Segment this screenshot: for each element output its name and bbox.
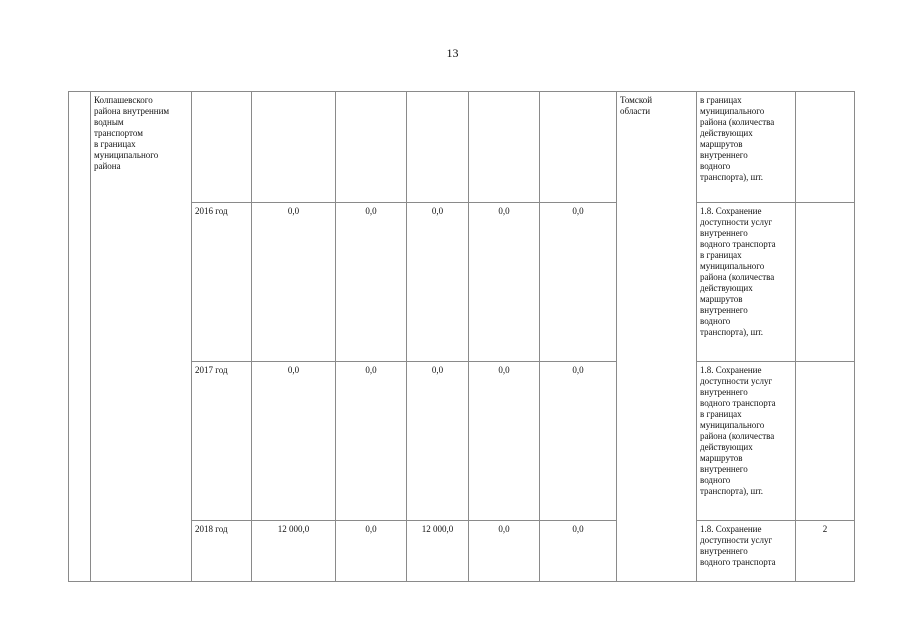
value-cell: 0,0 [407, 203, 469, 362]
value-cell: 0,0 [336, 203, 407, 362]
value-cell: 0,0 [469, 521, 540, 582]
value-cell: 0,0 [407, 362, 469, 521]
value-cell [469, 92, 540, 203]
program-table [68, 91, 855, 582]
indicator-cell: 1.8. Сохранение доступности услуг внутреннего водного транспорта в границах муниципального района (количества действующих маршрутов внутреннего водного транспорта), шт. [697, 203, 796, 362]
value-cell: 0,0 [252, 203, 336, 362]
name-cell: Колпашевского района внутренним водным транспортом в границах муниципального района [91, 92, 192, 582]
value-cell: 0,0 [540, 362, 617, 521]
value-cell: 0,0 [336, 521, 407, 582]
value-cell: 0,0 [469, 362, 540, 521]
value-cell [336, 92, 407, 203]
value-cell: 0,0 [540, 203, 617, 362]
target-cell [796, 92, 855, 203]
indicator-cell: в границах муниципального района (количества действующих маршрутов внутреннего водного транспорта), шт. [697, 92, 796, 203]
value-cell: 12 000,0 [252, 521, 336, 582]
value-cell: 0,0 [252, 362, 336, 521]
value-cell [540, 92, 617, 203]
page-number: 13 [446, 46, 459, 60]
indicator-cell: 1.8. Сохранение доступности услуг внутреннего водного транспорта в границах муниципального района (количества действующих маршрутов внутреннего водного транспорта), шт. [697, 362, 796, 521]
year-cell: 2016 год [192, 203, 252, 362]
value-cell: 0,0 [540, 521, 617, 582]
value-cell [252, 92, 336, 203]
region-cell: Томской области [617, 92, 697, 582]
year-cell: 2017 год [192, 362, 252, 521]
indicator-cell: 1.8. Сохранение доступности услуг внутреннего водного транспорта [697, 521, 796, 582]
value-cell [407, 92, 469, 203]
target-cell [796, 203, 855, 362]
index-cell [69, 92, 91, 582]
target-cell: 2 [796, 521, 855, 582]
table-row [69, 92, 855, 203]
year-cell [192, 92, 252, 203]
value-cell: 0,0 [336, 362, 407, 521]
target-cell [796, 362, 855, 521]
year-cell: 2018 год [192, 521, 252, 582]
value-cell: 0,0 [469, 203, 540, 362]
value-cell: 12 000,0 [407, 521, 469, 582]
